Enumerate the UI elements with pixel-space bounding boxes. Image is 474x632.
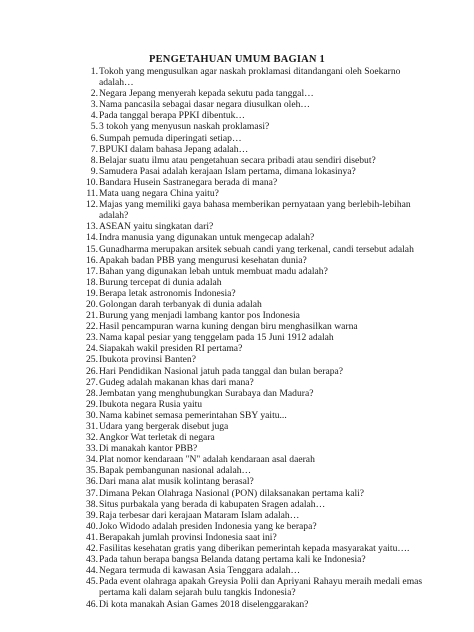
question-text: Fasilitas kesehatan gratis yang diberikan pemerintah kepada masyarakat yaitu…. bbox=[99, 543, 410, 555]
question-item bbox=[86, 443, 426, 454]
question-text: Nama kabinet semasa pemerintahan SBY yaitu... bbox=[99, 409, 287, 421]
question-item bbox=[86, 266, 426, 277]
question-item bbox=[86, 188, 426, 199]
question-text: 3 tokoh yang menyusun naskah proklamasi? bbox=[99, 121, 270, 133]
question-text: Hari Pendidikan Nasional jatuh pada tanggal dan bulan berapa? bbox=[99, 365, 344, 377]
question-item bbox=[86, 99, 426, 110]
question-number: 36. bbox=[86, 476, 98, 488]
question-text: Angkor Wat terletak di negara bbox=[99, 432, 215, 444]
question-number: 34. bbox=[86, 454, 98, 466]
question-item bbox=[86, 432, 426, 443]
question-text: Di manakah kantor PBB? bbox=[99, 443, 198, 455]
question-number: 10. bbox=[86, 176, 98, 188]
question-text: Siapakah wakil presiden RI pertama? bbox=[99, 343, 243, 355]
question-number: 18. bbox=[86, 276, 98, 288]
question-item bbox=[86, 576, 426, 598]
question-text: Sumpah pemuda diperingati setiap… bbox=[99, 132, 242, 144]
question-text: Pada tanggal berapa PPKI dibentuk… bbox=[99, 110, 246, 122]
question-text: Nama kapal pesiar yang tenggelam pada 15 Juni 1912 adalah bbox=[99, 332, 334, 344]
question-item bbox=[86, 244, 426, 255]
question-text: Golongan darah terbanyak di dunia adalah bbox=[99, 298, 262, 310]
question-text: Ibukota negara Rusia yaitu bbox=[99, 398, 203, 410]
question-text: Jembatan yang menghubungkan Surabaya dan Madura? bbox=[99, 387, 314, 399]
question-item bbox=[86, 199, 426, 221]
question-text: Bapak pembangunan nasional adalah… bbox=[99, 465, 252, 477]
question-text: Di kota manakah Asian Games 2018 diselenggarakan? bbox=[99, 598, 309, 610]
question-text: ASEAN yaitu singkatan dari? bbox=[99, 221, 214, 233]
question-number: 15. bbox=[86, 243, 98, 255]
question-item bbox=[86, 277, 426, 288]
question-number: 17. bbox=[86, 265, 98, 277]
question-number: 29. bbox=[86, 398, 98, 410]
question-item bbox=[86, 554, 426, 565]
question-item bbox=[86, 255, 426, 266]
question-number: 22. bbox=[86, 321, 98, 333]
question-list bbox=[86, 66, 426, 610]
question-text: Mata uang negara China yaitu? bbox=[99, 188, 219, 200]
question-number: 7. bbox=[90, 143, 98, 155]
question-item bbox=[86, 299, 426, 310]
question-item bbox=[86, 565, 426, 576]
question-number: 4. bbox=[90, 110, 98, 122]
question-text: Ibukota provinsi Banten? bbox=[99, 354, 196, 366]
question-number: 27. bbox=[86, 376, 98, 388]
question-item bbox=[86, 288, 426, 299]
question-item bbox=[86, 366, 426, 377]
question-number: 1. bbox=[90, 66, 98, 77]
question-number: 23. bbox=[86, 332, 98, 344]
question-item bbox=[86, 421, 426, 432]
question-number: 46. bbox=[86, 598, 98, 610]
question-number: 45. bbox=[86, 576, 98, 588]
question-text: Udara yang bergerak disebut juga bbox=[99, 421, 229, 432]
question-number: 43. bbox=[86, 554, 98, 566]
question-item bbox=[86, 410, 426, 421]
question-item bbox=[86, 532, 426, 543]
question-number: 21. bbox=[86, 310, 98, 322]
question-text: Dari mana alat musik kolintang berasal? bbox=[99, 476, 254, 488]
question-item bbox=[86, 488, 426, 499]
question-number: 24. bbox=[86, 343, 98, 355]
question-number: 8. bbox=[90, 154, 98, 166]
question-item bbox=[86, 144, 426, 155]
question-number: 38. bbox=[86, 498, 98, 510]
question-text: Bandara Husein Sastranegara berada di mana? bbox=[99, 176, 278, 188]
question-text: Situs purbakala yang berada di kabupaten Sragen adalah… bbox=[99, 498, 326, 510]
question-item bbox=[86, 110, 426, 121]
question-item bbox=[86, 177, 426, 188]
question-item bbox=[86, 476, 426, 487]
question-text: Berapa letak astronomis Indonesia? bbox=[99, 287, 236, 299]
question-text: Berapakah jumlah provinsi Indonesia saat ini? bbox=[99, 531, 277, 543]
question-number: 9. bbox=[90, 165, 98, 177]
question-item bbox=[86, 343, 426, 354]
question-item bbox=[86, 121, 426, 132]
question-number: 28. bbox=[86, 387, 98, 399]
question-item bbox=[86, 321, 426, 332]
question-text: Hasil pencampuran warna kuning dengan biru menghasilkan warna bbox=[99, 321, 358, 333]
question-number: 42. bbox=[86, 543, 98, 555]
question-item bbox=[86, 310, 426, 321]
question-text: Apakah badan PBB yang mengurusi kesehatan dunia? bbox=[99, 254, 307, 266]
question-number: 41. bbox=[86, 531, 98, 543]
question-number: 30. bbox=[86, 409, 98, 421]
question-text: Belajar suatu ilmu atau pengetahuan secara pribadi atau sendiri disebut? bbox=[99, 154, 376, 166]
question-text: Negara Jepang menyerah kepada sekutu pada tanggal… bbox=[99, 88, 314, 100]
question-number: 13. bbox=[86, 221, 98, 233]
question-number: 2. bbox=[90, 88, 98, 100]
question-text: Dimana Pekan Olahraga Nasional (PON) dilaksanakan pertama kali? bbox=[99, 487, 365, 499]
question-item bbox=[86, 332, 426, 343]
question-number: 35. bbox=[86, 465, 98, 477]
question-item bbox=[86, 66, 426, 88]
question-item bbox=[86, 232, 426, 243]
question-number: 20. bbox=[86, 298, 98, 310]
question-item bbox=[86, 88, 426, 99]
question-text: Gudeg adalah makanan khas dari mana? bbox=[99, 376, 254, 388]
question-item bbox=[86, 599, 426, 610]
question-item bbox=[86, 465, 426, 476]
question-text: BPUKI dalam bahasa Jepang adalah… bbox=[99, 143, 249, 155]
question-text: Raja terbesar dari kerajaan Mataram Islam adalah… bbox=[99, 509, 300, 521]
question-item bbox=[86, 377, 426, 388]
question-text: Gunadharma merupakan arsitek sebuah candi yang terkenal, candi tersebut adalah bbox=[99, 243, 414, 255]
question-number: 5. bbox=[90, 121, 98, 133]
question-number: 19. bbox=[86, 287, 98, 299]
question-text: Indra manusia yang digunakan untuk mengecap adalah? bbox=[99, 232, 315, 244]
question-number: 3. bbox=[90, 99, 98, 111]
question-number: 16. bbox=[86, 254, 98, 266]
question-text: Pada tahun berapa bangsa Belanda datang pertama kali ke Indonesia? bbox=[99, 554, 366, 566]
question-number: 33. bbox=[86, 443, 98, 455]
question-text: Majas yang memiliki gaya bahasa memberikan pernyataan yang berlebih-lebihan adalah? bbox=[99, 199, 411, 222]
question-item bbox=[86, 354, 426, 365]
question-item bbox=[86, 399, 426, 410]
question-text: Pada event olahraga apakah Greysia Polii dan Apriyani Rahayu meraih medali emas pertama kali dalam sejarah bulu tangkis Indonesia? bbox=[99, 576, 423, 599]
question-number: 26. bbox=[86, 365, 98, 377]
question-number: 32. bbox=[86, 432, 98, 444]
question-text: Burung yang menjadi lambang kantor pos Indonesia bbox=[99, 310, 300, 322]
question-item bbox=[86, 155, 426, 166]
question-item bbox=[86, 543, 426, 554]
question-text: Negara termuda di kawasan Asia Tenggara adalah… bbox=[99, 565, 301, 577]
question-item bbox=[86, 388, 426, 399]
question-text: Joko Widodo adalah presiden Indonesia yang ke berapa? bbox=[99, 520, 317, 532]
question-item bbox=[86, 454, 426, 465]
question-number: 44. bbox=[86, 565, 98, 577]
question-number: 40. bbox=[86, 520, 98, 532]
question-text: Samudera Pasai adalah kerajaan Islam pertama, dimana lokasinya? bbox=[99, 165, 356, 177]
question-text: Plat nomor kendaraan "N" adalah kendaraan asal daerah bbox=[99, 454, 315, 466]
question-number: 6. bbox=[90, 132, 98, 144]
question-text: Nama pancasila sebagai dasar negara diusulkan oleh… bbox=[99, 99, 310, 111]
question-number: 25. bbox=[86, 354, 98, 366]
question-text: Burung tercepat di dunia adalah bbox=[99, 276, 222, 288]
question-text: Bahan yang digunakan lebah untuk membuat madu adalah? bbox=[99, 265, 328, 277]
question-item bbox=[86, 521, 426, 532]
question-number: 14. bbox=[86, 232, 98, 244]
question-item bbox=[86, 510, 426, 521]
document-title: PENGETAHUAN UMUM BAGIAN 1 bbox=[148, 54, 325, 65]
question-number: 39. bbox=[86, 509, 98, 521]
question-item bbox=[86, 166, 426, 177]
question-number: 31. bbox=[86, 421, 98, 432]
question-text: Tokoh yang mengusulkan agar naskah proklamasi ditandangani oleh Soekarno adalah… bbox=[99, 66, 401, 89]
question-number: 37. bbox=[86, 487, 98, 499]
question-item bbox=[86, 221, 426, 232]
question-item bbox=[86, 133, 426, 144]
question-number: 11. bbox=[86, 188, 98, 200]
question-number: 12. bbox=[86, 199, 98, 211]
question-item bbox=[86, 499, 426, 510]
